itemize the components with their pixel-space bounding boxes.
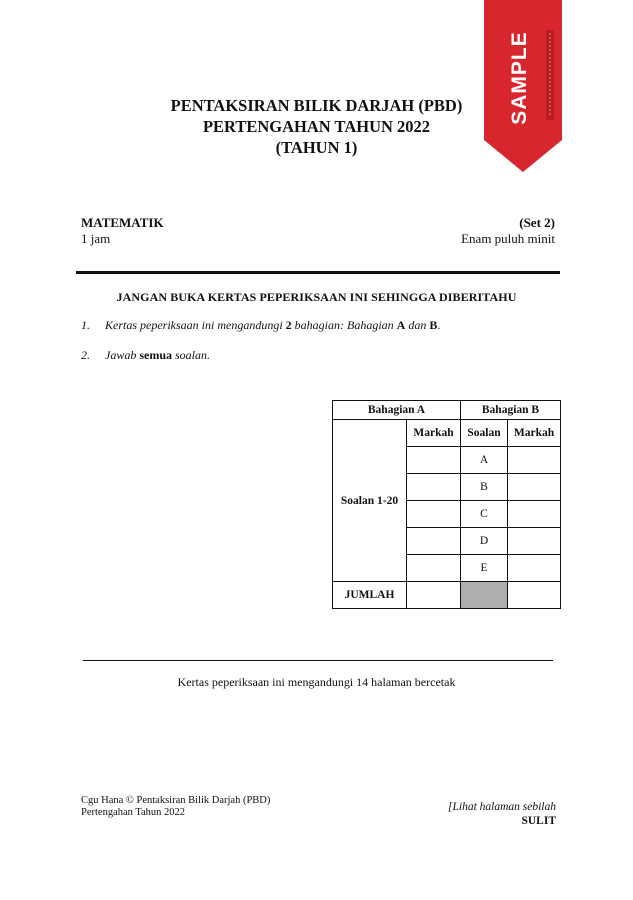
title-line-2: PERTENGAHAN TAHUN 2022 xyxy=(202,117,431,136)
soalan-cell: C xyxy=(461,501,508,528)
instruction-text: soalan. xyxy=(172,348,211,362)
instruction-text: dan xyxy=(405,318,430,332)
instruction-number: 1. xyxy=(81,318,90,332)
jumlah-row xyxy=(333,582,561,609)
markah-a-cell xyxy=(407,528,461,555)
soalan-cell: A xyxy=(461,447,508,474)
markah-a-cell xyxy=(407,447,461,474)
header-bahagian-a: Bahagian A xyxy=(333,401,461,420)
footer-credit-line-1: Cgu Hana © Pentaksiran Bilik Darjah (PBD) xyxy=(81,795,271,806)
instruction-bold: A xyxy=(396,318,406,332)
markah-b-header: Markah xyxy=(508,420,561,447)
markah-a-cell xyxy=(407,501,461,528)
markah-a-cell xyxy=(407,474,461,501)
instruction-number: 2. xyxy=(81,348,90,362)
soalan-b-header: Soalan xyxy=(461,420,508,447)
jumlah-label: JUMLAH xyxy=(333,582,407,609)
footer-right xyxy=(448,800,556,828)
instruction-text: Jawab xyxy=(105,348,140,362)
page-count-note: Kertas peperiksaan ini mengandungi 14 halaman bercetak xyxy=(177,675,456,689)
subject-name: MATEMATIK xyxy=(81,215,164,230)
markah-b-cell xyxy=(508,555,561,582)
instruction-text: Kertas peperiksaan ini mengandungi xyxy=(105,318,286,332)
subject-duration: 1 jam xyxy=(81,231,111,246)
set-block xyxy=(461,215,555,247)
markah-a-cell xyxy=(407,555,461,582)
soalan-cell: E xyxy=(461,555,508,582)
duration-words: Enam puluh minit xyxy=(461,231,555,246)
footer-credit xyxy=(81,795,270,819)
markah-b-cell xyxy=(508,528,561,555)
footer-divider xyxy=(83,660,553,661)
table-header-row xyxy=(333,401,561,420)
instruction-text: bahagian: Bahagian xyxy=(291,318,397,332)
markah-a-header: Markah xyxy=(407,420,461,447)
exam-title xyxy=(0,95,633,158)
sample-ribbon-label: SAMPLE xyxy=(508,30,532,125)
turn-page-note: [Lihat halaman sebilah xyxy=(448,801,556,813)
jumlah-shaded-cell xyxy=(461,582,508,609)
title-line-3: (TAHUN 1) xyxy=(275,138,358,157)
instruction-text: . xyxy=(437,318,441,332)
jumlah-a-cell xyxy=(407,582,461,609)
jumlah-b-cell xyxy=(508,582,561,609)
header-bahagian-b: Bahagian B xyxy=(461,401,561,420)
instruction-bold: 2 xyxy=(285,318,292,332)
warning-notice: JANGAN BUKA KERTAS PEPERIKSAAN INI SEHINGGA DIBERITAHU xyxy=(116,290,517,304)
soalan-cell: B xyxy=(461,474,508,501)
table-subheader-row xyxy=(333,420,561,447)
markah-b-cell xyxy=(508,501,561,528)
title-line-1: PENTAKSIRAN BILIK DARJAH (PBD) xyxy=(170,96,463,115)
instruction-1 xyxy=(81,318,440,333)
header-divider xyxy=(76,271,560,274)
markah-b-cell xyxy=(508,447,561,474)
markah-b-cell xyxy=(508,474,561,501)
instruction-bold: semua xyxy=(139,348,173,362)
instruction-bold: B xyxy=(429,318,438,332)
sulit-label: SULIT xyxy=(521,815,556,827)
soalan-cell: D xyxy=(461,528,508,555)
soalan-range-cell: Soalan 1-20 xyxy=(333,420,407,582)
subject-block xyxy=(81,215,164,247)
instruction-2 xyxy=(81,348,210,363)
marks-table xyxy=(332,400,561,609)
set-label: (Set 2) xyxy=(519,215,555,230)
footer-credit-line-2: Pertengahan Tahun 2022 xyxy=(81,807,186,818)
